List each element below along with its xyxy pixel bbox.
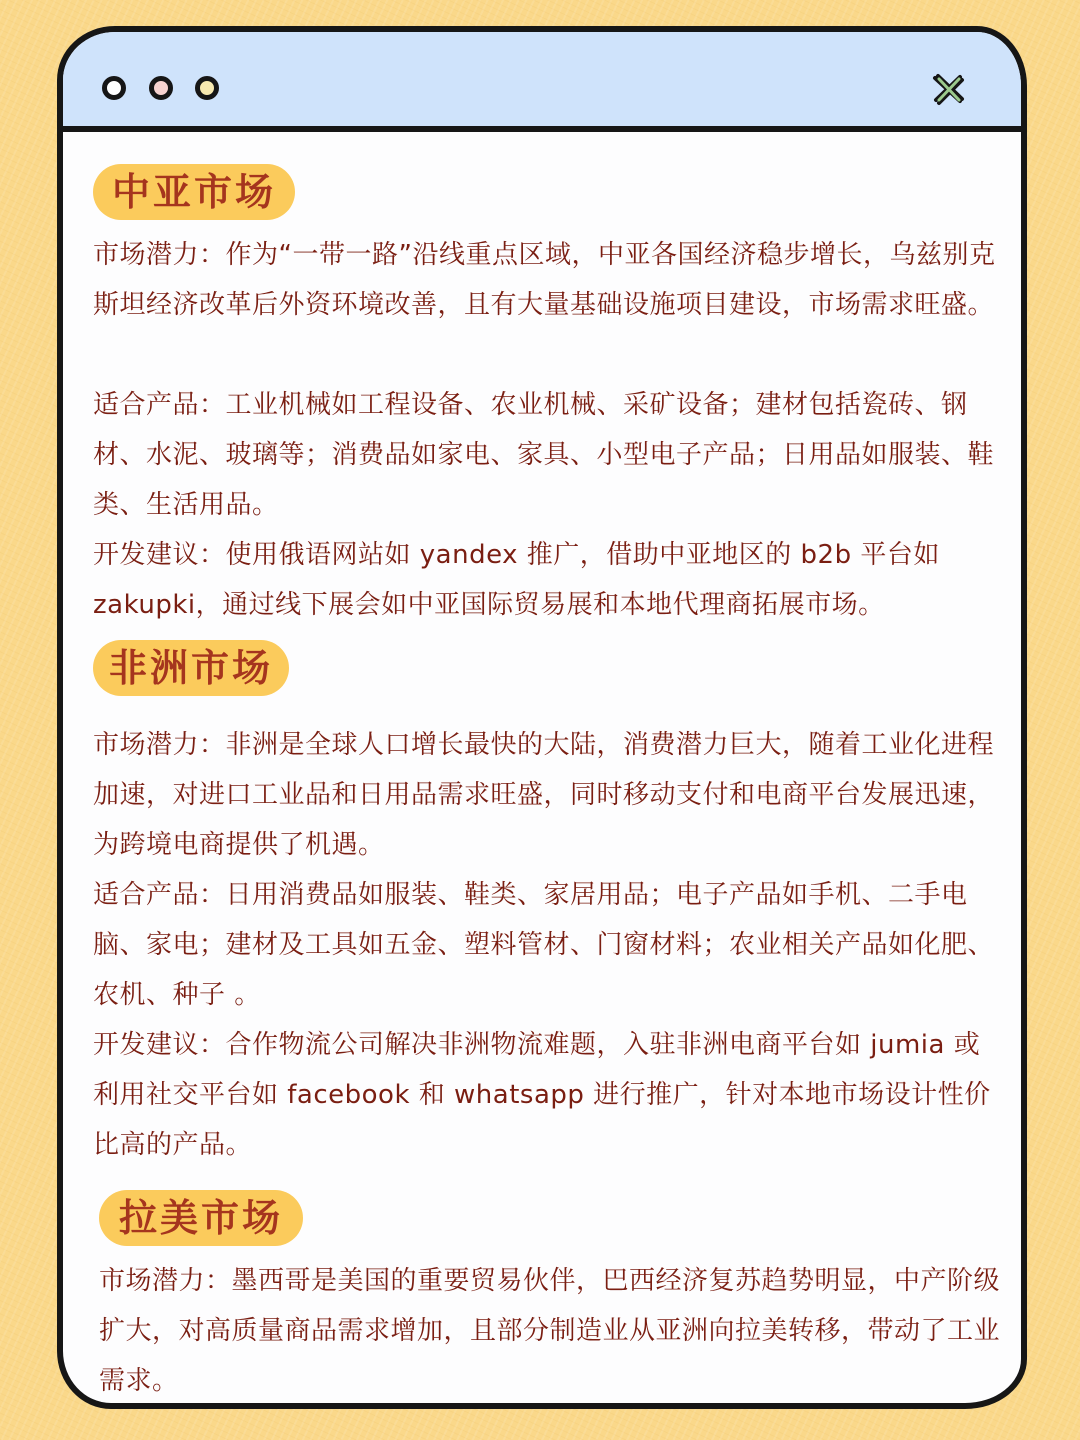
latin-america-potential: 市场潜力：墨西哥是美国的重要贸易伙伴，巴西经济复苏趋势明显，中产阶级扩大，对高质量商品需求增加，且部分制造业从亚洲向拉美转移，带动了工业需求。 bbox=[99, 1266, 1001, 1396]
central-asia-products: 适合产品：工业机械如工程设备、农业机械、采矿设备；建材包括瓷砖、钢材、水泥、玻璃等；消费品如家电、家具、小型电子产品；日用品如服装、鞋类、生活用品。 bbox=[93, 390, 995, 520]
section-title-central-asia: 中亚市场 bbox=[93, 164, 295, 220]
window-control-dot-1[interactable] bbox=[102, 76, 126, 100]
central-asia-potential: 市场潜力：作为“一带一路”沿线重点区域，中亚各国经济稳步增长，乌兹别克斯坦经济改革后外资环境改善，且有大量基础设施项目建设，市场需求旺盛。 bbox=[93, 240, 996, 320]
window-card bbox=[57, 26, 1027, 1409]
central-asia-advice: 开发建议：使用俄语网站如 yandex 推广，借助中亚地区的 b2b 平台如 zakupki，通过线下展会如中亚国际贸易展和本地代理商拓展市场。 bbox=[93, 540, 940, 620]
window-titlebar bbox=[63, 32, 1021, 132]
window-control-dot-2[interactable] bbox=[149, 76, 173, 100]
africa-potential: 市场潜力：非洲是全球人口增长最快的大陆，消费潜力巨大，随着工业化进程加速，对进口工业品和日用品需求旺盛，同时移动支付和电商平台发展迅速，为跨境电商提供了机遇。 bbox=[93, 730, 995, 860]
africa-products: 适合产品：日用消费品如服装、鞋类、家居用品；电子产品如手机、二手电脑、家电；建材及工具如五金、塑料管材、门窗材料；农业相关产品如化肥、农机、种子 。 bbox=[93, 880, 995, 1010]
section-title-latin-america: 拉美市场 bbox=[99, 1190, 303, 1246]
africa-advice: 开发建议：合作物流公司解决非洲物流难题，入驻非洲电商平台如 jumia 或利用社交平台如 facebook 和 whatsapp 进行推广，针对本地市场设计性价比高的产品。 bbox=[93, 1030, 991, 1160]
section-title-africa: 非洲市场 bbox=[93, 640, 289, 696]
window-control-dot-3[interactable] bbox=[195, 76, 219, 100]
close-icon[interactable] bbox=[929, 70, 967, 108]
